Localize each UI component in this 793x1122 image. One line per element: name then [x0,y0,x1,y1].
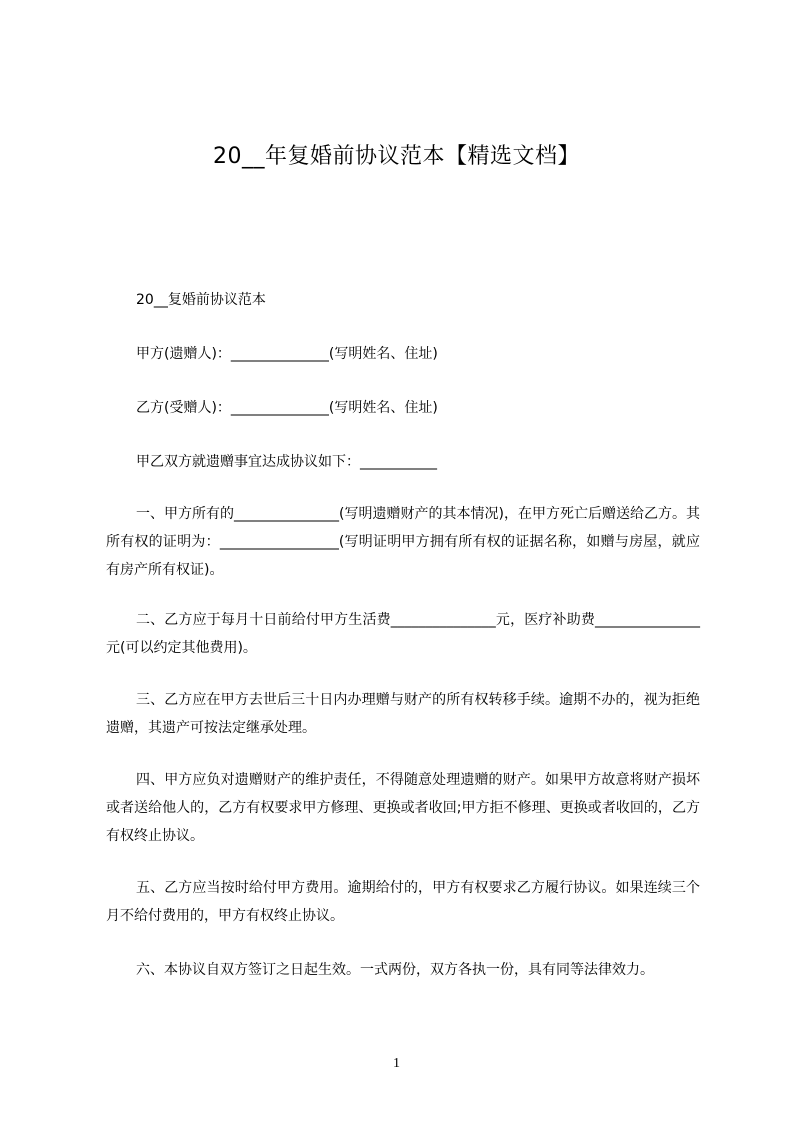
clause-6: 六、本协议自双方签订之日起生效。一式两份，双方各执一份，具有同等法律效力。 [136,962,654,978]
clause-4: 四、甲方应负对遗赠财产的维护责任，不得随意处理遗赠的财产。如果甲方故意将财产损坏或者送给他人的，乙方有权要求甲方修理、更换或者收回;甲方拒不修理、更换或者收回的，乙方有权终止协议。 [106,772,700,844]
agreement-intro: 甲乙双方就遗赠事宜达成协议如下：___________ [136,454,437,470]
clause-2: 二、乙方应于每月十日前给付甲方生活费_______________元，医疗补助费_______________元(可以约定其他费用)。 [106,612,700,656]
clause-5: 五、乙方应当按时给付甲方费用。逾期给付的，甲方有权要求乙方履行协议。如果连续三个月不给付费用的，甲方有权终止协议。 [106,880,700,924]
party-a-line: 甲方(遗赠人)：______________(写明姓名、住址) [136,346,438,362]
page-number: 1 [393,1056,400,1071]
party-b-line: 乙方(受赠人)：______________(写明姓名、住址) [136,400,438,416]
agreement-subtitle: 20__复婚前协议范本 [136,292,266,308]
clause-1: 一、甲方所有的_______________(写明遗赠财产的其本情况)，在甲方死亡后赠送给乙方。其所有权的证明为：_________________(写明证明甲方拥有所有权的证据名称，如赠与房屋，就应有房产所有权证)。 [106,506,700,578]
clause-3: 三、乙方应在甲方去世后三十日内办理赠与财产的所有权转移手续。逾期不办的，视为拒绝遗赠，其遗产可按法定继承处理。 [106,692,700,736]
document-title: 20__年复婚前协议范本【精选文档】 [213,144,580,169]
